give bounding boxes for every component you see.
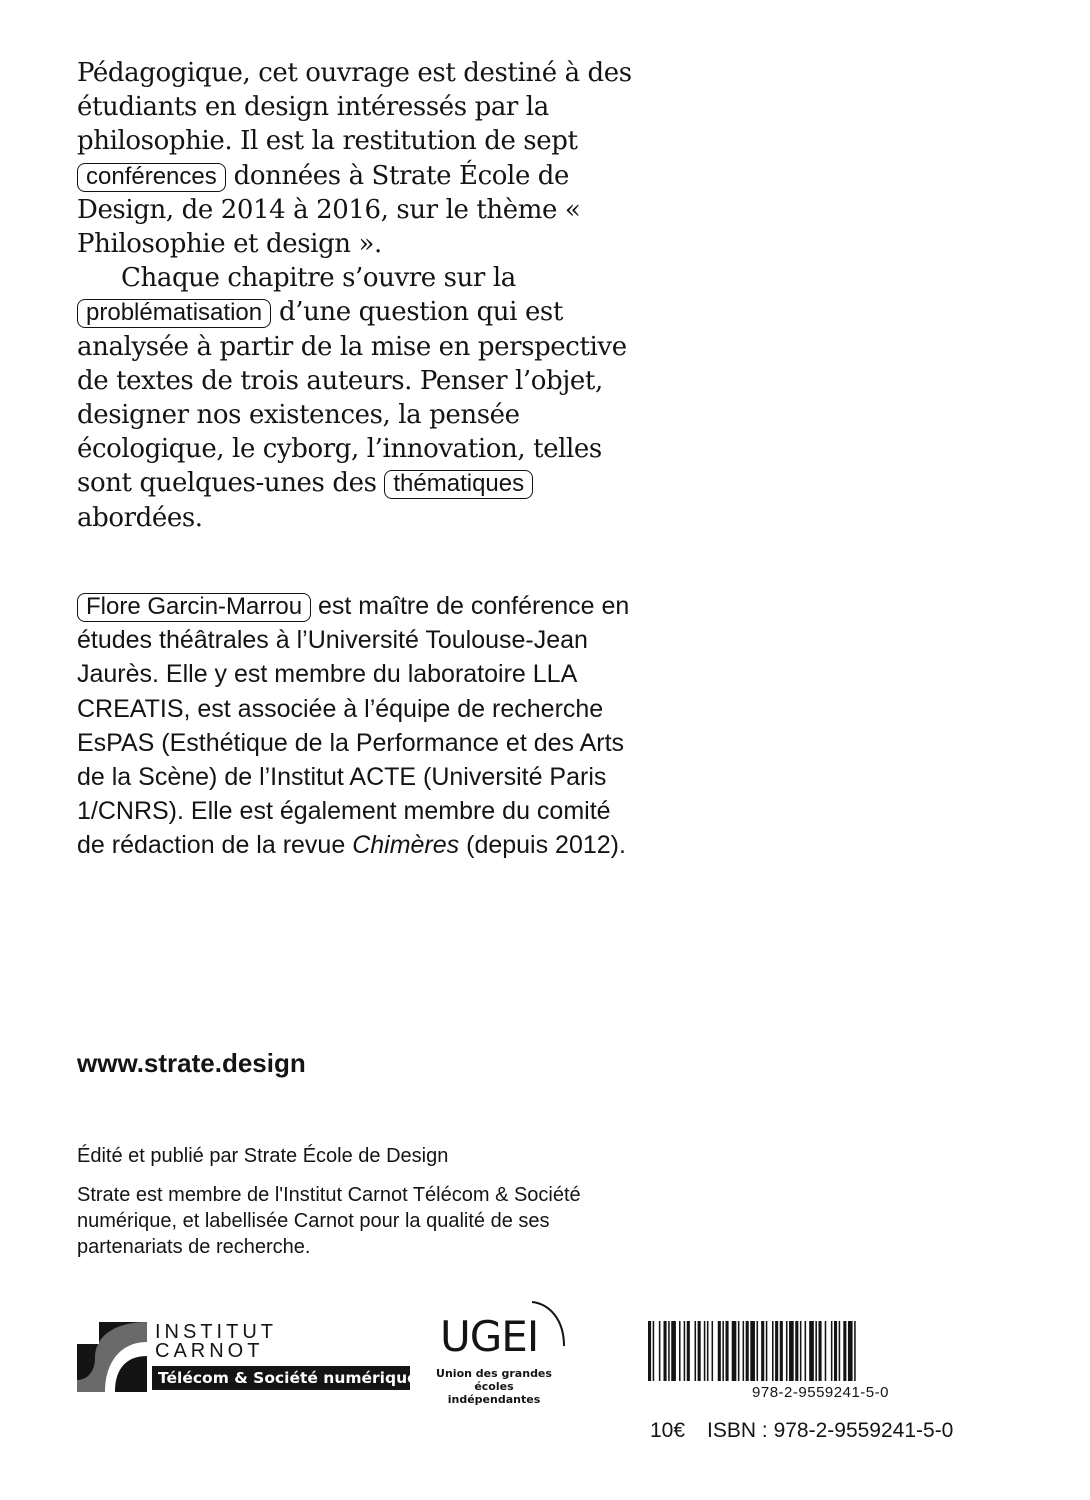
carnot-membership-note: Strate est membre de l'Institut Carnot Télécom & Société numérique, et labellisée Carnot pour la qualité de ses partenariats de recherche. — [77, 1184, 581, 1258]
website-url: www.strate.design — [77, 1048, 306, 1078]
publisher-info — [77, 1143, 637, 1273]
keyword-pill-problematisation: problématisation — [77, 299, 271, 328]
book-description — [77, 56, 637, 535]
keyword-pill-conferences: conférences — [77, 163, 226, 192]
carnot-bar-label: Télécom & Société numérique — [152, 1366, 410, 1390]
author-bio — [77, 589, 637, 863]
description-paragraph-1: Pédagogique, cet ouvrage est destiné à des étudiants en design intéressés par la philosophie. Il est la restitution de sept conférences données à Strate École de Design, de 2014 à 2016, sur le thème « Philosophie et design ». — [77, 58, 632, 260]
keyword-pill-thematiques: thématiques — [384, 470, 533, 499]
carnot-line2: CARNOT — [155, 1340, 264, 1362]
price-isbn-line — [650, 1418, 953, 1444]
author-bio-paragraph: Flore Garcin-Marrou est maître de conférence en études théâtrales à l’Université Toulouse-Jean Jaurès. Elle y est membre du laboratoire LLA CREATIS, est associée à l’équipe de recherche EsPAS (Esthétique de la Performance et des Arts de la Scène) de l’Institut ACTE (Université Paris 1/CNRS). Elle est également membre du comité de rédaction de la revue Chimères (depuis 2012). — [77, 592, 630, 860]
isbn-number: ISBN : 978-2-9559241-5-0 — [707, 1419, 954, 1442]
price: 10€ — [650, 1419, 686, 1442]
carnot-line1: INSTITUT — [155, 1321, 277, 1343]
author-name-pill: Flore Garcin-Marrou — [77, 593, 311, 622]
barcode-digits: 978-2-9559241-5-0 — [752, 1384, 889, 1401]
ugei-logo — [432, 1300, 572, 1406]
carnot-mark-icon — [77, 1322, 147, 1392]
institut-carnot-logo — [77, 1321, 418, 1392]
description-paragraph-2: Chaque chapitre s’ouvre sur la problématisation d’une question qui est analysée à partir de la mise en perspective de textes de trois auteurs. Penser l’objet, designer nos existences, la pensée écologique, le cyborg, l’innovation, telles sont quelques-unes des thématiques abordées. — [77, 263, 627, 533]
journal-title: Chimères — [352, 831, 460, 860]
edited-by-line: Édité et publié par Strate École de Design — [77, 1145, 449, 1167]
ugei-wordmark: UGEI — [440, 1312, 539, 1361]
ugei-subtitle: Union des grandes écoles indépendantes — [436, 1367, 552, 1406]
isbn-barcode — [648, 1321, 993, 1381]
